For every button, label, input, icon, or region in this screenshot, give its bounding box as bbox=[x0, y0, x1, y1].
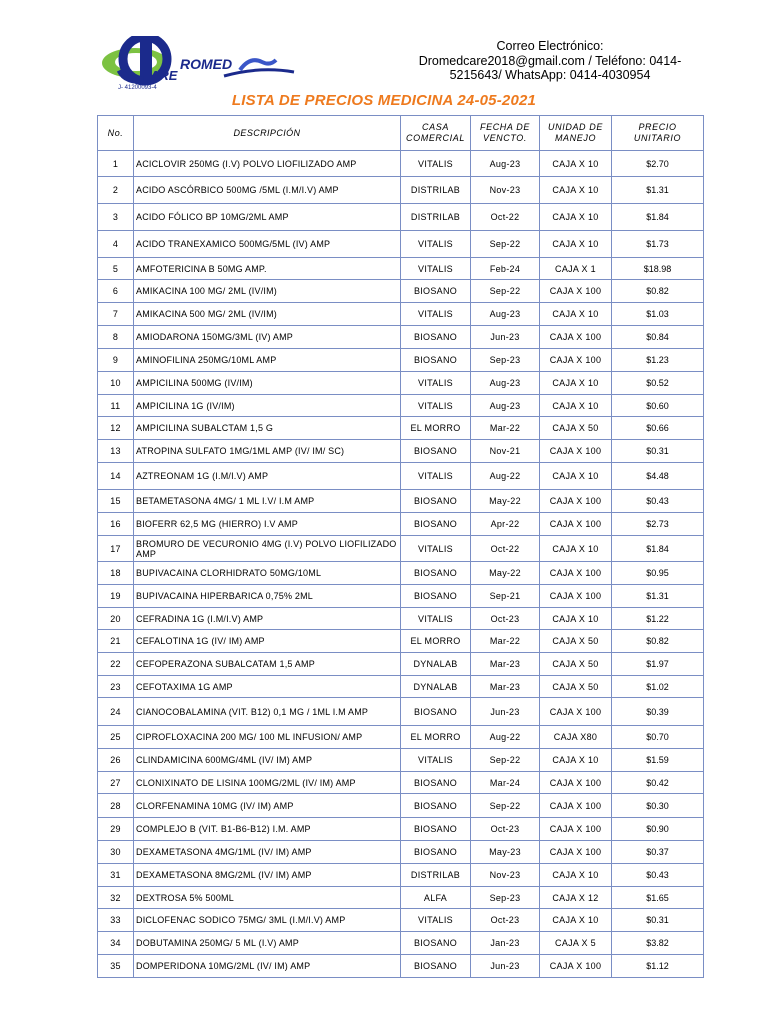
row-number: 32 bbox=[98, 887, 134, 909]
row-precio-unitario: $1.31 bbox=[612, 585, 704, 608]
row-description: BUPIVACAINA CLORHIDRATO 50MG/10ML bbox=[134, 562, 401, 585]
row-precio-unitario: $0.95 bbox=[612, 562, 704, 585]
row-number: 13 bbox=[98, 440, 134, 463]
row-unidad-manejo: CAJA X 100 bbox=[540, 841, 612, 864]
row-precio-unitario: $0.70 bbox=[612, 726, 704, 749]
row-precio-unitario: $1.12 bbox=[612, 955, 704, 978]
row-fecha-vencto: Apr-22 bbox=[471, 513, 540, 536]
header-unidad-manejo: UNIDAD DE MANEJO bbox=[540, 116, 612, 151]
table-row bbox=[98, 372, 704, 395]
row-number: 2 bbox=[98, 177, 134, 204]
header-precio-unitario: PRECIO UNITARIO bbox=[612, 116, 704, 151]
row-unidad-manejo: CAJA X 1 bbox=[540, 258, 612, 280]
table-row bbox=[98, 698, 704, 726]
row-unidad-manejo: CAJA X 10 bbox=[540, 536, 612, 562]
row-description: DEXAMETASONA 8MG/2ML (IV/ IM) AMP bbox=[134, 864, 401, 887]
row-unidad-manejo: CAJA X 10 bbox=[540, 864, 612, 887]
row-fecha-vencto: Nov-23 bbox=[471, 864, 540, 887]
row-unidad-manejo: CAJA X 100 bbox=[540, 698, 612, 726]
row-casa-comercial: EL MORRO bbox=[401, 630, 471, 653]
row-number: 8 bbox=[98, 326, 134, 349]
row-unidad-manejo: CAJA X 10 bbox=[540, 909, 612, 932]
row-fecha-vencto: Feb-24 bbox=[471, 258, 540, 280]
row-fecha-vencto: Mar-22 bbox=[471, 417, 540, 440]
page-title: LISTA DE PRECIOS MEDICINA 24-05-2021 bbox=[231, 92, 537, 109]
row-casa-comercial: EL MORRO bbox=[401, 726, 471, 749]
row-fecha-vencto: Sep-21 bbox=[471, 585, 540, 608]
row-precio-unitario: $2.70 bbox=[612, 151, 704, 177]
row-number: 7 bbox=[98, 303, 134, 326]
row-casa-comercial: VITALIS bbox=[401, 395, 471, 417]
row-number: 28 bbox=[98, 794, 134, 818]
row-unidad-manejo: CAJA X 10 bbox=[540, 231, 612, 258]
row-fecha-vencto: Sep-23 bbox=[471, 887, 540, 909]
row-description: CIPROFLOXACINA 200 MG/ 100 ML INFUSION/ AMP bbox=[134, 726, 401, 749]
row-description: DICLOFENAC SODICO 75MG/ 3ML (I.M/I.V) AMP bbox=[134, 909, 401, 932]
row-fecha-vencto: Nov-23 bbox=[471, 177, 540, 204]
table-row bbox=[98, 303, 704, 326]
row-description: AMINOFILINA 250MG/10ML AMP bbox=[134, 349, 401, 372]
row-number: 31 bbox=[98, 864, 134, 887]
row-precio-unitario: $1.59 bbox=[612, 749, 704, 772]
table-row bbox=[98, 258, 704, 280]
row-description: ACICLOVIR 250MG (I.V) POLVO LIOFILIZADO AMP bbox=[134, 151, 401, 177]
row-number: 22 bbox=[98, 653, 134, 676]
row-description: CEFOTAXIMA 1G AMP bbox=[134, 676, 401, 698]
table-row bbox=[98, 653, 704, 676]
row-casa-comercial: BIOSANO bbox=[401, 326, 471, 349]
table-row bbox=[98, 818, 704, 841]
row-casa-comercial: EL MORRO bbox=[401, 417, 471, 440]
table-row bbox=[98, 585, 704, 608]
row-unidad-manejo: CAJA X 50 bbox=[540, 676, 612, 698]
row-description: AMPICILINA 1G (IV/IM) bbox=[134, 395, 401, 417]
row-casa-comercial: VITALIS bbox=[401, 151, 471, 177]
table-row bbox=[98, 749, 704, 772]
row-number: 34 bbox=[98, 932, 134, 955]
row-precio-unitario: $0.43 bbox=[612, 490, 704, 513]
table-row bbox=[98, 231, 704, 258]
row-unidad-manejo: CAJA X 100 bbox=[540, 490, 612, 513]
row-number: 12 bbox=[98, 417, 134, 440]
row-unidad-manejo: CAJA X 5 bbox=[540, 932, 612, 955]
table-row bbox=[98, 955, 704, 978]
row-unidad-manejo: CAJA X 100 bbox=[540, 562, 612, 585]
row-fecha-vencto: Sep-22 bbox=[471, 280, 540, 303]
row-precio-unitario: $0.31 bbox=[612, 440, 704, 463]
row-description: ACIDO ASCÓRBICO 500MG /5ML (I.M/I.V) AMP bbox=[134, 177, 401, 204]
table-row bbox=[98, 151, 704, 177]
row-fecha-vencto: Jun-23 bbox=[471, 955, 540, 978]
svg-text:J- 41200093-4: J- 41200093-4 bbox=[118, 85, 157, 91]
row-fecha-vencto: Oct-22 bbox=[471, 204, 540, 231]
row-fecha-vencto: Mar-23 bbox=[471, 676, 540, 698]
row-fecha-vencto: Aug-23 bbox=[471, 395, 540, 417]
row-precio-unitario: $0.52 bbox=[612, 372, 704, 395]
row-description: CEFRADINA 1G (I.M/I.V) AMP bbox=[134, 608, 401, 630]
row-precio-unitario: $0.60 bbox=[612, 395, 704, 417]
row-casa-comercial: DISTRILAB bbox=[401, 864, 471, 887]
row-casa-comercial: VITALIS bbox=[401, 536, 471, 562]
row-number: 6 bbox=[98, 280, 134, 303]
row-fecha-vencto: Mar-22 bbox=[471, 630, 540, 653]
row-fecha-vencto: Sep-22 bbox=[471, 749, 540, 772]
row-fecha-vencto: Jun-23 bbox=[471, 326, 540, 349]
row-description: DOMPERIDONA 10MG/2ML (IV/ IM) AMP bbox=[134, 955, 401, 978]
row-casa-comercial: VITALIS bbox=[401, 258, 471, 280]
row-description: CEFOPERAZONA SUBALCATAM 1,5 AMP bbox=[134, 653, 401, 676]
header-fecha-vencto: FECHA DE VENCTO. bbox=[471, 116, 540, 151]
row-fecha-vencto: Mar-24 bbox=[471, 772, 540, 794]
table-row bbox=[98, 887, 704, 909]
table-row bbox=[98, 772, 704, 794]
row-unidad-manejo: CAJA X 10 bbox=[540, 372, 612, 395]
row-precio-unitario: $0.39 bbox=[612, 698, 704, 726]
price-table bbox=[97, 115, 704, 978]
row-description: BIOFERR 62,5 MG (HIERRO) I.V AMP bbox=[134, 513, 401, 536]
row-number: 19 bbox=[98, 585, 134, 608]
table-row bbox=[98, 909, 704, 932]
row-number: 26 bbox=[98, 749, 134, 772]
row-precio-unitario: $0.43 bbox=[612, 864, 704, 887]
row-casa-comercial: BIOSANO bbox=[401, 562, 471, 585]
row-number: 18 bbox=[98, 562, 134, 585]
row-precio-unitario: $1.65 bbox=[612, 887, 704, 909]
row-casa-comercial: VITALIS bbox=[401, 463, 471, 490]
row-fecha-vencto: May-22 bbox=[471, 490, 540, 513]
row-casa-comercial: DYNALAB bbox=[401, 676, 471, 698]
table-row bbox=[98, 204, 704, 231]
row-unidad-manejo: CAJA X 10 bbox=[540, 303, 612, 326]
row-description: COMPLEJO B (VIT. B1-B6-B12) I.M. AMP bbox=[134, 818, 401, 841]
row-number: 4 bbox=[98, 231, 134, 258]
row-fecha-vencto: Aug-23 bbox=[471, 303, 540, 326]
row-unidad-manejo: CAJA X 10 bbox=[540, 151, 612, 177]
row-number: 16 bbox=[98, 513, 134, 536]
row-fecha-vencto: Oct-23 bbox=[471, 909, 540, 932]
row-description: DOBUTAMINA 250MG/ 5 ML (I.V) AMP bbox=[134, 932, 401, 955]
row-precio-unitario: $0.42 bbox=[612, 772, 704, 794]
row-fecha-vencto: Jan-23 bbox=[471, 932, 540, 955]
table-row bbox=[98, 536, 704, 562]
row-unidad-manejo: CAJA X 10 bbox=[540, 204, 612, 231]
row-description: BETAMETASONA 4MG/ 1 ML I.V/ I.M AMP bbox=[134, 490, 401, 513]
header-casa-comercial: CASA COMERCIAL bbox=[401, 116, 471, 151]
table-row bbox=[98, 841, 704, 864]
row-description: AMPICILINA SUBALCTAM 1,5 G bbox=[134, 417, 401, 440]
row-description: CLORFENAMINA 10MG (IV/ IM) AMP bbox=[134, 794, 401, 818]
svg-text:ARE: ARE bbox=[150, 68, 178, 83]
row-unidad-manejo: CAJA X 10 bbox=[540, 177, 612, 204]
header-no: No. bbox=[98, 116, 134, 151]
contact-info bbox=[400, 39, 700, 83]
row-precio-unitario: $1.73 bbox=[612, 231, 704, 258]
row-number: 17 bbox=[98, 536, 134, 562]
dromedcare-logo-icon bbox=[100, 36, 298, 92]
row-fecha-vencto: Aug-22 bbox=[471, 726, 540, 749]
table-row bbox=[98, 864, 704, 887]
table-row bbox=[98, 440, 704, 463]
row-description: AMFOTERICINA B 50MG AMP. bbox=[134, 258, 401, 280]
row-description: CLONIXINATO DE LISINA 100MG/2ML (IV/ IM) AMP bbox=[134, 772, 401, 794]
row-number: 10 bbox=[98, 372, 134, 395]
row-description: BROMURO DE VECURONIO 4MG (I.V) POLVO LIOFILIZADO AMP bbox=[134, 536, 401, 562]
row-precio-unitario: $1.97 bbox=[612, 653, 704, 676]
row-unidad-manejo: CAJA X 100 bbox=[540, 955, 612, 978]
row-number: 9 bbox=[98, 349, 134, 372]
row-precio-unitario: $1.03 bbox=[612, 303, 704, 326]
row-fecha-vencto: Oct-22 bbox=[471, 536, 540, 562]
row-number: 20 bbox=[98, 608, 134, 630]
row-number: 3 bbox=[98, 204, 134, 231]
row-precio-unitario: $0.31 bbox=[612, 909, 704, 932]
row-precio-unitario: $0.82 bbox=[612, 280, 704, 303]
row-casa-comercial: BIOSANO bbox=[401, 818, 471, 841]
row-precio-unitario: $0.82 bbox=[612, 630, 704, 653]
row-unidad-manejo: CAJA X 10 bbox=[540, 395, 612, 417]
row-casa-comercial: BIOSANO bbox=[401, 794, 471, 818]
row-fecha-vencto: Aug-22 bbox=[471, 463, 540, 490]
row-casa-comercial: BIOSANO bbox=[401, 280, 471, 303]
row-description: DEXAMETASONA 4MG/1ML (IV/ IM) AMP bbox=[134, 841, 401, 864]
row-unidad-manejo: CAJA X 100 bbox=[540, 440, 612, 463]
header-description: DESCRIPCIÓN bbox=[134, 116, 401, 151]
row-precio-unitario: $0.37 bbox=[612, 841, 704, 864]
row-fecha-vencto: Aug-23 bbox=[471, 151, 540, 177]
row-casa-comercial: VITALIS bbox=[401, 231, 471, 258]
row-precio-unitario: $1.84 bbox=[612, 536, 704, 562]
row-unidad-manejo: CAJA X 100 bbox=[540, 513, 612, 536]
row-unidad-manejo: CAJA X 10 bbox=[540, 608, 612, 630]
row-description: CIANOCOBALAMINA (VIT. B12) 0,1 MG / 1ML I.M AMP bbox=[134, 698, 401, 726]
row-fecha-vencto: Sep-22 bbox=[471, 794, 540, 818]
row-unidad-manejo: CAJA X 100 bbox=[540, 794, 612, 818]
contact-email-label: Correo Electrónico: bbox=[496, 39, 604, 53]
row-number: 21 bbox=[98, 630, 134, 653]
row-fecha-vencto: Aug-23 bbox=[471, 372, 540, 395]
row-description: CEFALOTINA 1G (IV/ IM) AMP bbox=[134, 630, 401, 653]
row-unidad-manejo: CAJA X 100 bbox=[540, 280, 612, 303]
row-casa-comercial: DISTRILAB bbox=[401, 177, 471, 204]
row-precio-unitario: $1.02 bbox=[612, 676, 704, 698]
row-casa-comercial: BIOSANO bbox=[401, 932, 471, 955]
row-precio-unitario: $2.73 bbox=[612, 513, 704, 536]
row-precio-unitario: $18.98 bbox=[612, 258, 704, 280]
table-row bbox=[98, 726, 704, 749]
row-description: AZTREONAM 1G (I.M/I.V) AMP bbox=[134, 463, 401, 490]
row-precio-unitario: $1.23 bbox=[612, 349, 704, 372]
row-unidad-manejo: CAJA X 50 bbox=[540, 417, 612, 440]
row-unidad-manejo: CAJA X 10 bbox=[540, 463, 612, 490]
row-description: CLINDAMICINA 600MG/4ML (IV/ IM) AMP bbox=[134, 749, 401, 772]
row-casa-comercial: BIOSANO bbox=[401, 585, 471, 608]
table-row bbox=[98, 490, 704, 513]
row-unidad-manejo: CAJA X 100 bbox=[540, 326, 612, 349]
table-row bbox=[98, 326, 704, 349]
row-fecha-vencto: Oct-23 bbox=[471, 818, 540, 841]
row-precio-unitario: $1.31 bbox=[612, 177, 704, 204]
row-fecha-vencto: May-22 bbox=[471, 562, 540, 585]
row-casa-comercial: BIOSANO bbox=[401, 349, 471, 372]
contact-email-phone: Dromedcare2018@gmail.com / Teléfono: 0414- bbox=[418, 53, 682, 68]
row-unidad-manejo: CAJA X 12 bbox=[540, 887, 612, 909]
row-precio-unitario: $0.30 bbox=[612, 794, 704, 818]
row-fecha-vencto: Mar-23 bbox=[471, 653, 540, 676]
row-casa-comercial: VITALIS bbox=[401, 303, 471, 326]
row-unidad-manejo: CAJA X 100 bbox=[540, 349, 612, 372]
row-description: AMIKACINA 500 MG/ 2ML (IV/IM) bbox=[134, 303, 401, 326]
row-precio-unitario: $4.48 bbox=[612, 463, 704, 490]
row-precio-unitario: $1.84 bbox=[612, 204, 704, 231]
table-row bbox=[98, 177, 704, 204]
company-logo bbox=[100, 36, 298, 92]
row-description: AMPICILINA 500MG (IV/IM) bbox=[134, 372, 401, 395]
row-unidad-manejo: CAJA X 100 bbox=[540, 772, 612, 794]
table-row bbox=[98, 608, 704, 630]
row-precio-unitario: $0.90 bbox=[612, 818, 704, 841]
contact-whatsapp: 5215643/ WhatsApp: 0414-4030954 bbox=[449, 68, 651, 82]
row-description: ATROPINA SULFATO 1MG/1ML AMP (IV/ IM/ SC) bbox=[134, 440, 401, 463]
table-row bbox=[98, 349, 704, 372]
row-casa-comercial: VITALIS bbox=[401, 372, 471, 395]
row-number: 29 bbox=[98, 818, 134, 841]
row-description: ACIDO FÓLICO BP 10MG/2ML AMP bbox=[134, 204, 401, 231]
row-description: AMIODARONA 150MG/3ML (IV) AMP bbox=[134, 326, 401, 349]
row-precio-unitario: $0.66 bbox=[612, 417, 704, 440]
row-casa-comercial: ALFA bbox=[401, 887, 471, 909]
row-number: 33 bbox=[98, 909, 134, 932]
row-number: 30 bbox=[98, 841, 134, 864]
row-unidad-manejo: CAJA X 100 bbox=[540, 818, 612, 841]
row-precio-unitario: $3.82 bbox=[612, 932, 704, 955]
table-row bbox=[98, 676, 704, 698]
table-row bbox=[98, 513, 704, 536]
row-unidad-manejo: CAJA X80 bbox=[540, 726, 612, 749]
row-casa-comercial: BIOSANO bbox=[401, 513, 471, 536]
row-fecha-vencto: Nov-21 bbox=[471, 440, 540, 463]
table-row bbox=[98, 417, 704, 440]
row-number: 14 bbox=[98, 463, 134, 490]
row-fecha-vencto: Sep-23 bbox=[471, 349, 540, 372]
row-number: 25 bbox=[98, 726, 134, 749]
row-casa-comercial: BIOSANO bbox=[401, 440, 471, 463]
row-fecha-vencto: May-23 bbox=[471, 841, 540, 864]
row-casa-comercial: BIOSANO bbox=[401, 955, 471, 978]
table-row bbox=[98, 395, 704, 417]
row-number: 35 bbox=[98, 955, 134, 978]
table-row bbox=[98, 932, 704, 955]
row-unidad-manejo: CAJA X 50 bbox=[540, 630, 612, 653]
row-unidad-manejo: CAJA X 10 bbox=[540, 749, 612, 772]
row-casa-comercial: VITALIS bbox=[401, 909, 471, 932]
row-precio-unitario: $0.84 bbox=[612, 326, 704, 349]
row-precio-unitario: $1.22 bbox=[612, 608, 704, 630]
row-unidad-manejo: CAJA X 50 bbox=[540, 653, 612, 676]
row-casa-comercial: VITALIS bbox=[401, 749, 471, 772]
row-number: 1 bbox=[98, 151, 134, 177]
row-description: ACIDO TRANEXAMICO 500MG/5ML (IV) AMP bbox=[134, 231, 401, 258]
table-row bbox=[98, 463, 704, 490]
row-number: 5 bbox=[98, 258, 134, 280]
row-fecha-vencto: Oct-23 bbox=[471, 608, 540, 630]
row-number: 23 bbox=[98, 676, 134, 698]
table-row bbox=[98, 630, 704, 653]
row-description: AMIKACINA 100 MG/ 2ML (IV/IM) bbox=[134, 280, 401, 303]
row-casa-comercial: BIOSANO bbox=[401, 490, 471, 513]
row-casa-comercial: DISTRILAB bbox=[401, 204, 471, 231]
row-number: 11 bbox=[98, 395, 134, 417]
svg-text:ROMED: ROMED bbox=[180, 56, 233, 72]
row-casa-comercial: BIOSANO bbox=[401, 698, 471, 726]
row-fecha-vencto: Sep-22 bbox=[471, 231, 540, 258]
row-description: BUPIVACAINA HIPERBARICA 0,75% 2ML bbox=[134, 585, 401, 608]
row-casa-comercial: BIOSANO bbox=[401, 841, 471, 864]
row-number: 15 bbox=[98, 490, 134, 513]
table-row bbox=[98, 794, 704, 818]
row-number: 24 bbox=[98, 698, 134, 726]
row-description: DEXTROSA 5% 500ML bbox=[134, 887, 401, 909]
row-fecha-vencto: Jun-23 bbox=[471, 698, 540, 726]
table-row bbox=[98, 562, 704, 585]
row-unidad-manejo: CAJA X 100 bbox=[540, 585, 612, 608]
row-casa-comercial: VITALIS bbox=[401, 608, 471, 630]
row-number: 27 bbox=[98, 772, 134, 794]
table-row bbox=[98, 280, 704, 303]
table-header-row bbox=[98, 116, 704, 151]
row-casa-comercial: BIOSANO bbox=[401, 772, 471, 794]
row-casa-comercial: DYNALAB bbox=[401, 653, 471, 676]
